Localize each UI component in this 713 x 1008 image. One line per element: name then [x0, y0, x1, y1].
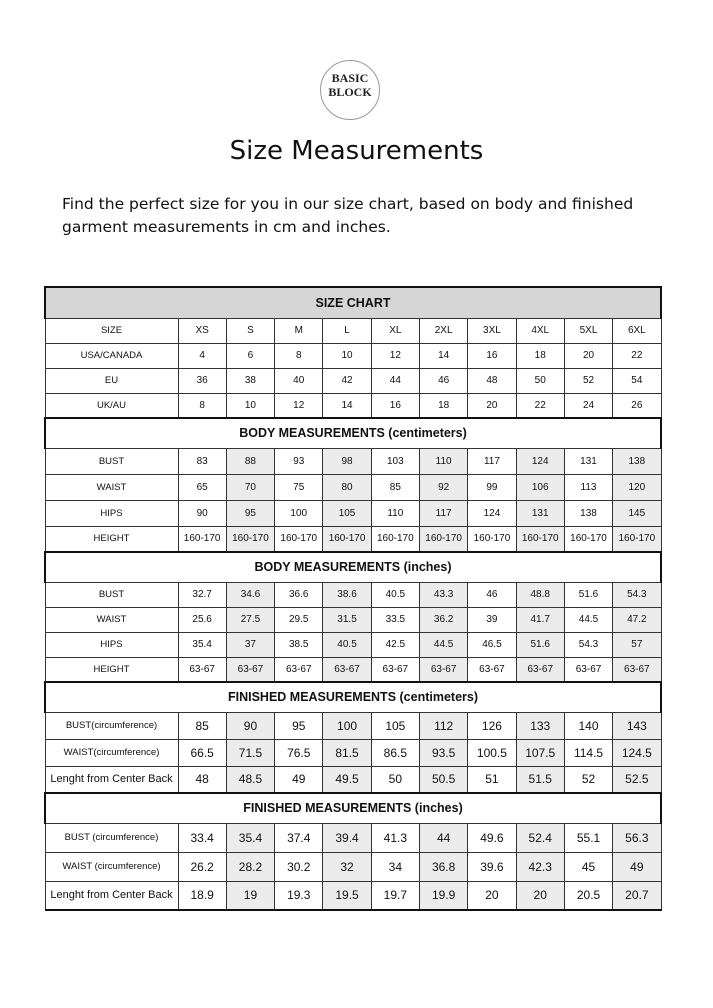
section-header-row	[45, 418, 661, 448]
table-cell: 52.5	[613, 766, 661, 793]
table-cell: 57	[613, 632, 661, 657]
table-cell: 126	[468, 712, 516, 739]
page-title: Size Measurements	[229, 136, 484, 166]
table-cell: 110	[371, 500, 419, 526]
table-cell: 33.4	[178, 823, 226, 852]
table-row	[45, 368, 661, 393]
table-cell: 49	[275, 766, 323, 793]
table-cell: 63-67	[226, 657, 274, 682]
table-cell: 39	[468, 607, 516, 632]
table-cell: 40.5	[323, 632, 371, 657]
table-cell: 100.5	[468, 739, 516, 766]
table-cell: 4XL	[516, 318, 564, 343]
table-cell: 54	[613, 368, 661, 393]
table-cell: 37.4	[275, 823, 323, 852]
intro-text: Find the perfect size for you in our size chart, based on body and finished garment measurements in cm and inches.	[62, 195, 634, 236]
table-cell: 20.7	[613, 881, 661, 910]
table-cell: 20	[516, 881, 564, 910]
table-cell: 12	[275, 393, 323, 418]
table-row	[45, 474, 661, 500]
basic-block-logo	[320, 60, 380, 120]
table-cell: 138	[613, 448, 661, 474]
table-cell: 55.1	[564, 823, 612, 852]
table-cell: 49.6	[468, 823, 516, 852]
table-row	[45, 739, 661, 766]
table-cell: 12	[371, 343, 419, 368]
table-cell: 100	[275, 500, 323, 526]
table-cell: 63-67	[613, 657, 661, 682]
table-cell: 6	[226, 343, 274, 368]
table-cell: 140	[564, 712, 612, 739]
table-cell: 6XL	[613, 318, 661, 343]
row-label: WAIST	[45, 474, 178, 500]
table-cell: 93	[275, 448, 323, 474]
table-cell: 40.5	[371, 582, 419, 607]
section-title: FINISHED MEASUREMENTS (centimeters)	[45, 682, 661, 712]
table-cell: 39.6	[468, 852, 516, 881]
table-cell: 95	[226, 500, 274, 526]
row-label: WAIST(circumference)	[45, 739, 178, 766]
table-row	[45, 393, 661, 418]
table-cell: 45	[564, 852, 612, 881]
table-cell: 117	[468, 448, 516, 474]
table-cell: 46	[419, 368, 467, 393]
row-label: BUST (circumference)	[45, 823, 178, 852]
table-cell: 2XL	[419, 318, 467, 343]
table-cell: 124.5	[613, 739, 661, 766]
table-cell: 46.5	[468, 632, 516, 657]
table-cell: 54.3	[613, 582, 661, 607]
row-label: EU	[45, 368, 178, 393]
table-cell: 20	[564, 343, 612, 368]
table-cell: 160-170	[275, 526, 323, 552]
table-row	[45, 343, 661, 368]
table-cell: M	[275, 318, 323, 343]
table-cell: 83	[178, 448, 226, 474]
table-cell: 63-67	[323, 657, 371, 682]
table-row	[45, 448, 661, 474]
table-cell: 34	[371, 852, 419, 881]
table-cell: 92	[419, 474, 467, 500]
section-title: BODY MEASUREMENTS (inches)	[45, 552, 661, 582]
row-label: USA/CANADA	[45, 343, 178, 368]
table-cell: 49	[613, 852, 661, 881]
logo-line-1: BASIC	[331, 71, 369, 85]
table-cell: 54.3	[564, 632, 612, 657]
table-cell: 38.6	[323, 582, 371, 607]
table-cell: 42.3	[516, 852, 564, 881]
table-cell: 8	[275, 343, 323, 368]
row-label: WAIST	[45, 607, 178, 632]
table-cell: 50.5	[419, 766, 467, 793]
table-cell: 16	[468, 343, 516, 368]
table-cell: 20.5	[564, 881, 612, 910]
table-cell: 41.3	[371, 823, 419, 852]
table-cell: 10	[226, 393, 274, 418]
table-cell: 86.5	[371, 739, 419, 766]
table-cell: 131	[564, 448, 612, 474]
table-cell: 120	[613, 474, 661, 500]
table-cell: 19.7	[371, 881, 419, 910]
table-cell: 18	[419, 393, 467, 418]
table-cell: 44	[419, 823, 467, 852]
table-cell: 35.4	[226, 823, 274, 852]
table-cell: 38	[226, 368, 274, 393]
logo-line-2: BLOCK	[328, 85, 372, 99]
row-label: UK/AU	[45, 393, 178, 418]
table-cell: 36.2	[419, 607, 467, 632]
table-cell: 26.2	[178, 852, 226, 881]
table-cell: 44	[371, 368, 419, 393]
row-label: HIPS	[45, 500, 178, 526]
section-title: SIZE CHART	[45, 287, 661, 318]
table-cell: 95	[275, 712, 323, 739]
table-cell: 138	[564, 500, 612, 526]
table-cell: 48	[468, 368, 516, 393]
size-chart-table	[44, 286, 662, 911]
table-row	[45, 766, 661, 793]
table-cell: 20	[468, 393, 516, 418]
table-cell: XS	[178, 318, 226, 343]
table-cell: 65	[178, 474, 226, 500]
table-cell: 105	[323, 500, 371, 526]
table-cell: 42	[323, 368, 371, 393]
table-cell: 110	[419, 448, 467, 474]
table-cell: 27.5	[226, 607, 274, 632]
table-cell: 114.5	[564, 739, 612, 766]
table-cell: 28.2	[226, 852, 274, 881]
table-cell: 106	[516, 474, 564, 500]
table-cell: 76.5	[275, 739, 323, 766]
table-cell: 51.5	[516, 766, 564, 793]
table-cell: 44.5	[419, 632, 467, 657]
table-cell: 44.5	[564, 607, 612, 632]
table-cell: 10	[323, 343, 371, 368]
table-cell: 70	[226, 474, 274, 500]
table-cell: 36.8	[419, 852, 467, 881]
table-cell: 46	[468, 582, 516, 607]
table-cell: 80	[323, 474, 371, 500]
table-cell: 32	[323, 852, 371, 881]
table-cell: 85	[371, 474, 419, 500]
table-cell: L	[323, 318, 371, 343]
table-cell: 63-67	[468, 657, 516, 682]
table-cell: 19.3	[275, 881, 323, 910]
table-cell: 160-170	[371, 526, 419, 552]
table-cell: 32.7	[178, 582, 226, 607]
table-cell: 51	[468, 766, 516, 793]
table-cell: 124	[516, 448, 564, 474]
table-cell: 63-67	[564, 657, 612, 682]
table-cell: 49.5	[323, 766, 371, 793]
table-cell: 18	[516, 343, 564, 368]
table-cell: 16	[371, 393, 419, 418]
table-cell: 160-170	[516, 526, 564, 552]
table-cell: 99	[468, 474, 516, 500]
table-cell: 19.9	[419, 881, 467, 910]
table-cell: 145	[613, 500, 661, 526]
table-cell: S	[226, 318, 274, 343]
table-cell: 143	[613, 712, 661, 739]
table-cell: 24	[564, 393, 612, 418]
table-cell: 29.5	[275, 607, 323, 632]
row-label: Lenght from Center Back	[45, 766, 178, 793]
table-cell: 98	[323, 448, 371, 474]
table-cell: 50	[371, 766, 419, 793]
row-label: Lenght from Center Back	[45, 881, 178, 910]
table-cell: 47.2	[613, 607, 661, 632]
table-cell: 88	[226, 448, 274, 474]
table-cell: 75	[275, 474, 323, 500]
section-header-row	[45, 682, 661, 712]
table-cell: 26	[613, 393, 661, 418]
table-row	[45, 823, 661, 852]
table-cell: 19	[226, 881, 274, 910]
table-cell: 63-67	[178, 657, 226, 682]
table-cell: 133	[516, 712, 564, 739]
row-label: HEIGHT	[45, 657, 178, 682]
table-cell: 117	[419, 500, 467, 526]
table-cell: 8	[178, 393, 226, 418]
table-row	[45, 632, 661, 657]
row-label: HEIGHT	[45, 526, 178, 552]
table-cell: 48.8	[516, 582, 564, 607]
table-cell: 63-67	[516, 657, 564, 682]
section-header-row	[45, 793, 661, 823]
table-cell: 43.3	[419, 582, 467, 607]
section-title: FINISHED MEASUREMENTS (inches)	[45, 793, 661, 823]
table-row	[45, 607, 661, 632]
table-cell: 39.4	[323, 823, 371, 852]
table-cell: 48	[178, 766, 226, 793]
table-cell: 90	[226, 712, 274, 739]
table-cell: 42.5	[371, 632, 419, 657]
table-cell: 107.5	[516, 739, 564, 766]
table-cell: 37	[226, 632, 274, 657]
table-cell: 14	[419, 343, 467, 368]
table-cell: 160-170	[468, 526, 516, 552]
table-cell: 51.6	[516, 632, 564, 657]
section-header-row	[45, 287, 661, 318]
table-cell: 4	[178, 343, 226, 368]
row-label: WAIST (circumference)	[45, 852, 178, 881]
table-row	[45, 657, 661, 682]
table-cell: 34.6	[226, 582, 274, 607]
table-cell: 51.6	[564, 582, 612, 607]
table-cell: 90	[178, 500, 226, 526]
table-cell: 52	[564, 766, 612, 793]
table-row	[45, 500, 661, 526]
table-cell: 124	[468, 500, 516, 526]
table-cell: 40	[275, 368, 323, 393]
table-cell: 160-170	[178, 526, 226, 552]
row-label: BUST(circumference)	[45, 712, 178, 739]
table-cell: 100	[323, 712, 371, 739]
table-cell: 22	[613, 343, 661, 368]
table-row	[45, 318, 661, 343]
table-cell: 36	[178, 368, 226, 393]
table-cell: 14	[323, 393, 371, 418]
table-cell: 160-170	[226, 526, 274, 552]
section-header-row	[45, 552, 661, 582]
table-cell: 112	[419, 712, 467, 739]
table-cell: 160-170	[613, 526, 661, 552]
table-cell: 63-67	[371, 657, 419, 682]
table-cell: 52.4	[516, 823, 564, 852]
table-cell: 22	[516, 393, 564, 418]
table-cell: 131	[516, 500, 564, 526]
table-cell: XL	[371, 318, 419, 343]
table-cell: 160-170	[323, 526, 371, 552]
table-cell: 25.6	[178, 607, 226, 632]
table-cell: 56.3	[613, 823, 661, 852]
table-cell: 5XL	[564, 318, 612, 343]
table-cell: 30.2	[275, 852, 323, 881]
table-row	[45, 852, 661, 881]
section-title: BODY MEASUREMENTS (centimeters)	[45, 418, 661, 448]
table-cell: 93.5	[419, 739, 467, 766]
table-cell: 20	[468, 881, 516, 910]
table-cell: 113	[564, 474, 612, 500]
table-cell: 35.4	[178, 632, 226, 657]
table-cell: 63-67	[419, 657, 467, 682]
table-row	[45, 526, 661, 552]
table-row	[45, 881, 661, 910]
table-cell: 81.5	[323, 739, 371, 766]
table-cell: 52	[564, 368, 612, 393]
table-cell: 48.5	[226, 766, 274, 793]
table-cell: 33.5	[371, 607, 419, 632]
table-row	[45, 712, 661, 739]
table-cell: 160-170	[564, 526, 612, 552]
row-label: BUST	[45, 582, 178, 607]
table-cell: 63-67	[275, 657, 323, 682]
table-cell: 41.7	[516, 607, 564, 632]
table-cell: 160-170	[419, 526, 467, 552]
table-cell: 38.5	[275, 632, 323, 657]
table-cell: 85	[178, 712, 226, 739]
table-cell: 31.5	[323, 607, 371, 632]
table-cell: 18.9	[178, 881, 226, 910]
table-cell: 105	[371, 712, 419, 739]
table-cell: 3XL	[468, 318, 516, 343]
table-cell: 66.5	[178, 739, 226, 766]
row-label: SIZE	[45, 318, 178, 343]
row-label: HIPS	[45, 632, 178, 657]
table-cell: 71.5	[226, 739, 274, 766]
table-cell: 19.5	[323, 881, 371, 910]
table-row	[45, 582, 661, 607]
table-cell: 103	[371, 448, 419, 474]
table-cell: 36.6	[275, 582, 323, 607]
table-cell: 50	[516, 368, 564, 393]
row-label: BUST	[45, 448, 178, 474]
